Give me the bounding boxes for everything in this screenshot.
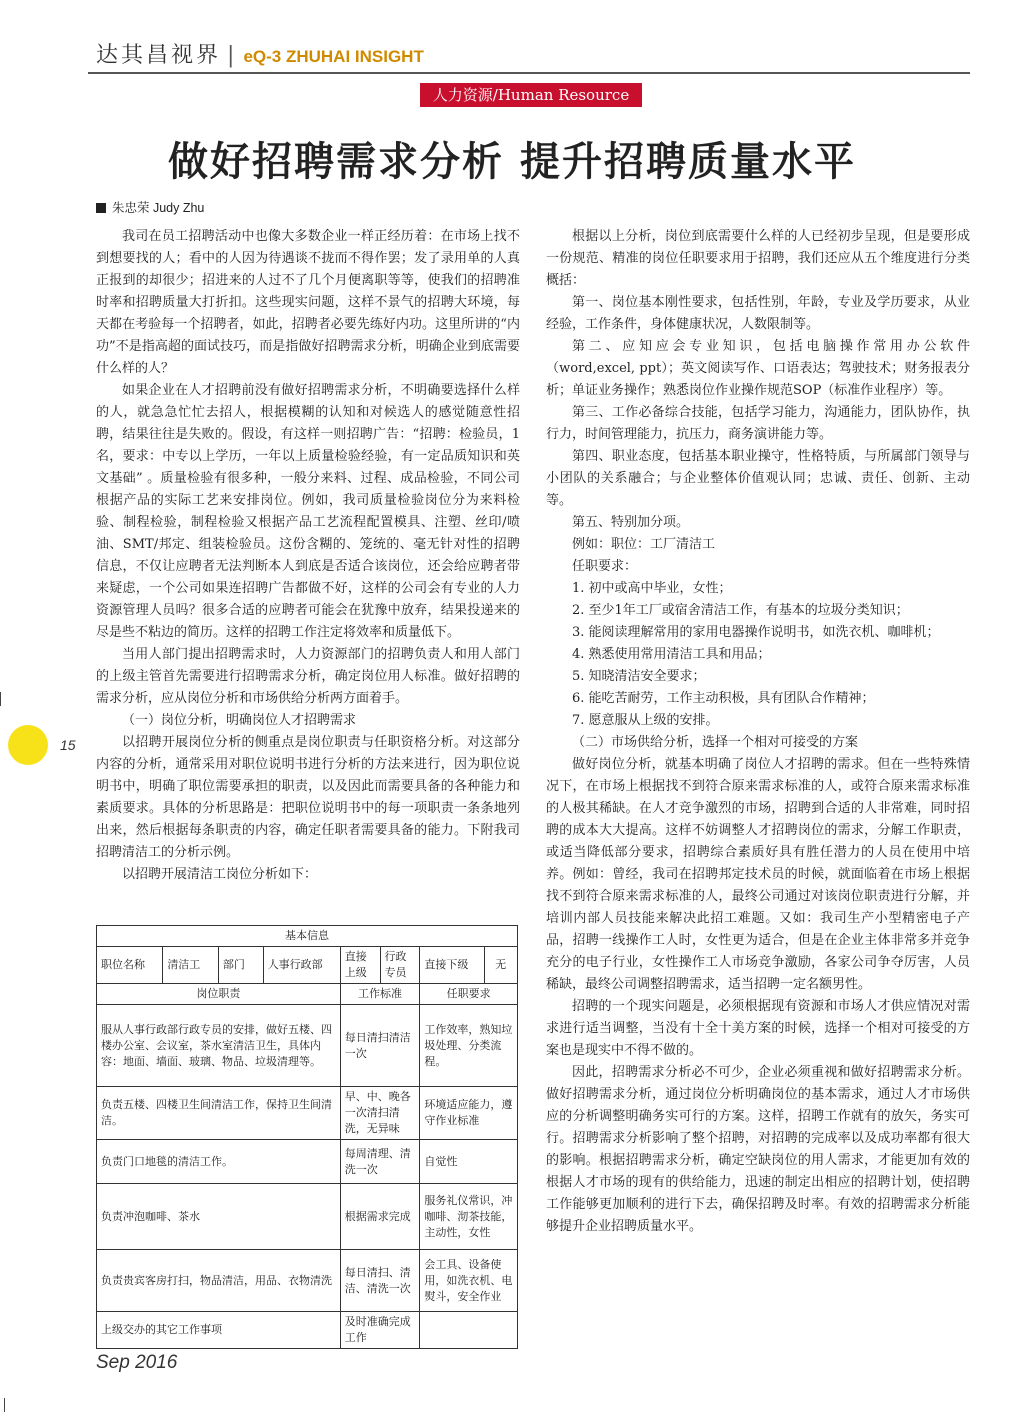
right-column (546, 226, 970, 1238)
table-cell: 直接上级 (340, 947, 380, 984)
author-name: 朱忠荣 Judy Zhu (112, 201, 205, 215)
table-cell: 每日清扫、清洁、清洗一次 (340, 1250, 420, 1312)
table-cell: 负责门口地毯的清洁工作。 (97, 1140, 341, 1184)
table-info-row (97, 947, 518, 984)
table-cell (420, 1312, 518, 1349)
table-row (97, 1140, 518, 1184)
table-cell: 每周清理、清洗一次 (340, 1140, 420, 1184)
byline (96, 198, 204, 216)
masthead-separator: | (227, 43, 238, 68)
square-bullet-icon (96, 203, 106, 213)
list-item: 6. 能吃苦耐劳，工作主动积极，具有团队合作精神； (572, 691, 875, 706)
table-row (97, 1184, 518, 1250)
paragraph: 当用人部门提出招聘需求时，人力资源部门的招聘负责人和用人部门的上级主管首先需要进行招聘需求分析，确定岗位用人标准。做好招聘的需求分析，应从岗位分析和市场供给分析两方面着手。 (96, 647, 520, 706)
paragraph: 根据以上分析，岗位到底需要什么样的人已经初步呈现，但是要形成一份规范、精准的岗位任职要求用于招聘，我们还应从五个维度进行分类概括： (546, 229, 970, 288)
list-item: 5. 知晓清洁安全要求； (572, 669, 706, 684)
magazine-name-en: eQ-3 ZHUHAI INSIGHT (243, 47, 424, 66)
crop-mark (0, 692, 1, 706)
table-cell: 服从人事行政部行政专员的安排，做好五楼、四楼办公室、会议室，茶水室清洁卫生，具体内容：地面、墙面、玻璃、物品、垃圾清理等。 (97, 1005, 341, 1087)
list-item: 4. 熟悉使用常用清洁工具和用品； (572, 647, 771, 662)
paragraph: 第二、应知应会专业知识，包括电脑操作常用办公软件（word,excel, ppt）；英文阅读写作、口语表达；驾驶技术；财务报表分析；单证业务操作；熟悉岗位作业操作规范SOP（标准作业程序）等。 (546, 339, 970, 398)
table-row (97, 1087, 518, 1140)
table-cell: 负责冲泡咖啡、茶水 (97, 1184, 341, 1250)
header-rule (88, 72, 970, 74)
paragraph: 以招聘开展清洁工岗位分析如下： (122, 867, 318, 882)
paragraph: 第五、特别加分项。 (572, 515, 690, 530)
paragraph: 我司在员工招聘活动中也像大多数企业一样正经历着：在市场上找不到想要找的人；看中的人因为待遇谈不拢而不得作罢；发了录用单的人真正报到的却很少；招进来的人过不了几个月便离职等等，使我们的招聘准时率和招聘质量大打折扣。这些现实问题，这样不景气的招聘大环境，每天都在考验每一个招聘者，如此，招聘者必要先练好内功。这里所讲的“内功”不是指高超的面试技巧，而是指做好招聘需求分析，明确企业到底需要什么样的人？ (96, 229, 520, 376)
list-item: 3. 能阅读理解常用的家用电器操作说明书，如洗衣机、咖啡机； (572, 625, 940, 640)
table-cell: 清洁工 (163, 947, 219, 984)
table-cell: 人事行政部 (263, 947, 340, 984)
section-label: 人力资源/Human Resource (420, 83, 642, 107)
table-cell: 根据需求完成 (340, 1184, 420, 1250)
table-cell: 环境适应能力，遵守作业标准 (420, 1087, 518, 1140)
table-cell: 早、中、晚各一次清扫清洗，无异味 (340, 1087, 420, 1140)
paragraph: 以招聘开展岗位分析的侧重点是岗位职责与任职资格分析。对这部分内容的分析，通常采用对职位说明书进行分析的方法来进行，因为职位说明书中，明确了职位需要承担的职责，以及因此而需要具备的各种能力和素质要求。具体的分析思路是：把职位说明书中的每一项职责一条条地列出来，然后根据每条职责的内容，确定任职者需要具备的能力。下附我司招聘清洁工的分析示例。 (96, 735, 520, 860)
table-cell: 直接下级 (420, 947, 484, 984)
crop-mark (4, 1398, 5, 1412)
table-header: 任职要求 (420, 984, 518, 1005)
list-item: 7. 愿意服从上级的安排。 (572, 713, 719, 728)
issue-date: Sep 2016 (96, 1352, 178, 1373)
table-cell: 部门 (218, 947, 263, 984)
magazine-name-cn: 达其昌视界 (96, 43, 222, 68)
list-item: 例如：职位：工厂清洁工 (572, 537, 716, 552)
table-cell: 会工具、设备使用，如洗衣机、电熨斗，安全作业 (420, 1250, 518, 1312)
paragraph: 第一、岗位基本刚性要求，包括性别，年龄，专业及学历要求，从业经验，工作条件，身体健康状况，人数限制等。 (546, 295, 970, 332)
list-item: 1. 初中或高中毕业，女性； (572, 581, 732, 596)
list-item: 任职要求： (572, 559, 638, 574)
job-analysis-table (96, 925, 518, 1349)
table-header: 工作标准 (340, 984, 420, 1005)
table-cell: 负责五楼、四楼卫生间清洁工作，保持卫生间清洁。 (97, 1087, 341, 1140)
paragraph: 做好岗位分析，就基本明确了岗位人才招聘的需求。但在一些特殊情况下，在市场上根据找不到符合原来需求标准的人，或符合原来需求标准的人极其稀缺。在人才竞争激烈的市场，招聘到合适的人非常难，同时招聘的成本大大提高。这样不妨调整人才招聘岗位的需求，分解工作职责，或适当降低部分要求，招聘综合素质好具有胜任潜力的人员在使用中培养。例如：曾经，我司在招聘邦定技术员的时候，就面临着在市场上根据找不到符合原来需求标准的人，最终公司通过对该岗位职责进行分解，并培训内部人员技能来解决此招工难题。又如：我司生产小型精密电子产品，招聘一线操作工人时，女性更为适合，但是在企业主体非常多并竞争充分的电子行业，女性操作工人市场竞争激励，各家公司争夺厉害，人员稀缺，最终公司调整招聘需求，适当招聘一定名额男性。 (546, 757, 970, 992)
paragraph: 招聘的一个现实问题是，必须根据现有资源和市场人才供应情况对需求进行适当调整，当没有十全十美方案的时候，选择一个相对可接受的方案也是现实中不得不做的。 (546, 999, 970, 1058)
paragraph: 第三、工作必备综合技能，包括学习能力，沟通能力，团队协作，执行力，时间管理能力，抗压力，商务演讲能力等。 (546, 405, 970, 442)
page-number-dot (8, 725, 48, 765)
table-cell: 负责贵宾客房打扫，物品清洁，用品、衣物清洗 (97, 1250, 341, 1312)
paragraph: 因此，招聘需求分析必不可少，企业必须重视和做好招聘需求分析。做好招聘需求分析，通过岗位分析明确岗位的基本需求，通过人才市场供应的分析调整明确务实可行的方案。这样，招聘工作就有的放矢，务实可行。招聘需求分析影响了整个招聘，对招聘的完成率以及成功率都有很大的影响。根据招聘需求分析，确定空缺岗位的用人需求，才能更加有效的根据人才市场的现有的供给能力，迅速的制定出相应的招聘计划，使招聘工作能够更加顺利的进行下去，确保招聘及时率。有效的招聘需求分析能够提升企业招聘质量水平。 (546, 1065, 970, 1234)
masthead (96, 38, 424, 69)
table-header: 岗位职责 (97, 984, 341, 1005)
left-column (96, 226, 520, 886)
paragraph: 如果企业在人才招聘前没有做好招聘需求分析，不明确要选择什么样的人，就急急忙忙去招人，根据模糊的认知和对候选人的感觉随意性招聘，结果往往是失败的。假设，有这样一则招聘广告：“招聘：检验员，1名，要求：中专以上学历，一年以上质量检验经验，有一定品质知识和英文基础” 。质量检验有很多种，一般分来料、过程、成品检验，不同公司根据产品的实际工艺来安排岗位。例如，我司质量检验岗位分为来料检验、制程检验，制程检验又根据产品工艺流程配置模具、注塑、丝印/喷油、SMT/邦定、组装检验员。这份含糊的、笼统的、毫无针对性的招聘信息，不仅让应聘者无法判断本人到底是否适合该岗位，还会给应聘者带来疑虑，一个公司如果连招聘广告都做不好，这样的公司会有专业的人力资源管理人员吗？很多合适的应聘者可能会在犹豫中放弃，结果投递来的尽是些不粘边的简历。这样的招聘工作注定将效率和质量低下。 (96, 383, 520, 640)
table-cell: 及时准确完成工作 (340, 1312, 420, 1349)
paragraph: 第四、职业态度，包括基本职业操守，性格特质，与所属部门领导与小团队的关系融合；与企业整体价值观认同；忠诚、责任、创新、主动等。 (546, 449, 970, 508)
table-caption: 基本信息 (97, 926, 518, 947)
list-item: 2. 至少1年工厂或宿舍清洁工作，有基本的垃圾分类知识； (572, 603, 909, 618)
table-cell: 职位名称 (97, 947, 163, 984)
table-cell: 工作效率，熟知垃圾处理、分类流程。 (420, 1005, 518, 1087)
subheading: （一）岗位分析，明确岗位人才招聘需求 (122, 713, 357, 728)
table-row (97, 1005, 518, 1087)
table-cell: 每日清扫清洁一次 (340, 1005, 420, 1087)
table-cell: 行政专员 (380, 947, 420, 984)
page-number: 15 (60, 737, 76, 753)
table-row (97, 1250, 518, 1312)
table-cell: 自觉性 (420, 1140, 518, 1184)
table-cell: 无 (484, 947, 517, 984)
article-title: 做好招聘需求分析 提升招聘质量水平 (168, 138, 856, 185)
paragraph: （二）市场供给分析，选择一个相对可接受的方案 (572, 735, 859, 750)
table-header-row (97, 984, 518, 1005)
table-cell: 上级交办的其它工作事项 (97, 1312, 341, 1349)
table-cell: 服务礼仪常识，冲咖啡、沏茶技能，主动性，女性 (420, 1184, 518, 1250)
table-row (97, 1312, 518, 1349)
